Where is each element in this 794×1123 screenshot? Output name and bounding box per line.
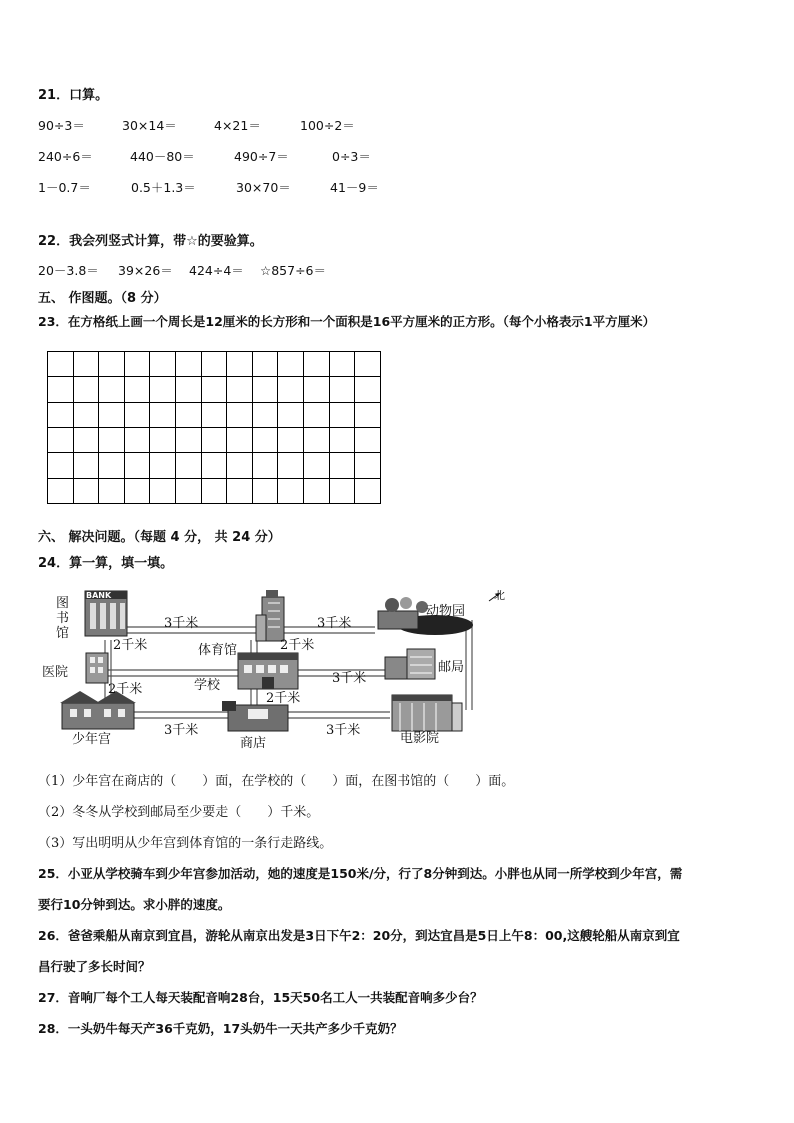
post-office-building-icon (385, 649, 435, 679)
q21-expr: 100÷2＝ (300, 118, 355, 133)
school-building-icon (238, 653, 298, 689)
q21-title: 21．口算。 (38, 88, 109, 103)
square-grid (47, 351, 381, 504)
q21-expr: 90÷3＝ (38, 118, 85, 133)
north-label: 北 (494, 589, 505, 602)
q22-item: 20－3.8＝ (38, 263, 99, 278)
cinema-building-icon (392, 695, 462, 731)
label-library-2: 书 (56, 611, 70, 626)
label-library-1: 图 (56, 596, 70, 611)
q24-sub-2: （2）冬冬从学校到邮局至少要走（ ）千米。 (38, 805, 320, 820)
bank-sign: BANK (86, 591, 112, 600)
distance-label: 2千米 (280, 638, 315, 653)
q21-expr: 0÷3＝ (332, 149, 371, 164)
q26-line-1: 26．爸爸乘船从南京到宜昌，游轮从南京出发是3日下午2：20分，到达宜昌是5日上午8：00,这艘轮船从南京到宜 (38, 928, 680, 943)
q21-expr: 4×21＝ (214, 118, 261, 133)
q22-title: 22．我会列竖式计算，带☆的要验算。 (38, 234, 263, 249)
q24-sub-3: （3）写出明明从少年宫到体育馆的一条行走路线。 (38, 836, 333, 851)
q23-text: 23．在方格纸上画一个周长是12厘米的长方形和一个面积是16平方厘米的正方形。（每个小格表示1平方厘米） (38, 314, 656, 329)
q25-line-2: 要行10分钟到达。求小胖的速度。 (38, 897, 231, 912)
distance-label: 3千米 (164, 723, 199, 738)
distance-label: 3千米 (164, 616, 199, 631)
section-6-heading: 六、 解决问题。（每题 4 分， 共 24 分） (38, 530, 281, 545)
distance-label: 2千米 (108, 682, 143, 697)
q26-line-2: 昌行驶了多长时间？ (38, 959, 151, 974)
q21-expr: 1－0.7＝ (38, 180, 91, 195)
distance-label: 2千米 (113, 638, 148, 653)
q21-expr: 490÷7＝ (234, 149, 289, 164)
map-figure (40, 585, 510, 753)
q21-expr: 30×70＝ (236, 180, 291, 195)
gym-building-icon (256, 590, 284, 641)
q22-item: 39×26＝ (118, 263, 173, 278)
label-hospital: 医院 (42, 665, 69, 680)
label-school: 学校 (194, 678, 221, 693)
distance-label: 3千米 (326, 723, 361, 738)
q24-title: 24．算一算，填一填。 (38, 556, 174, 571)
label-library-3: 馆 (56, 626, 70, 641)
label-youth-palace: 少年宫 (72, 732, 112, 747)
label-post-office: 邮局 (438, 660, 465, 675)
q25-line-1: 25．小亚从学校骑车到少年宫参加活动，她的速度是150米/分，行了8分钟到达。小胖也从同一所学校到少年宫，需 (38, 866, 683, 881)
q21-expr: 41－9＝ (330, 180, 379, 195)
q21-expr: 0.5＋1.3＝ (131, 180, 196, 195)
section-5-heading: 五、 作图题。（8 分） (38, 291, 167, 306)
label-cinema: 电影院 (400, 731, 440, 746)
q21-expr: 240÷6＝ (38, 149, 93, 164)
q27-text: 27．音响厂每个工人每天装配音响28台，15天50名工人一共装配音响多少台？ (38, 990, 483, 1005)
label-gym: 体育馆 (198, 643, 238, 658)
q22-item: ☆857÷6＝ (260, 263, 326, 278)
q28-text: 28．一头奶牛每天产36千克奶，17头奶牛一天共产多少千克奶？ (38, 1021, 403, 1036)
q21-expr: 30×14＝ (122, 118, 177, 133)
distance-label: 2千米 (266, 691, 301, 706)
q21-expr: 440－80＝ (130, 149, 195, 164)
distance-label: 3千米 (332, 671, 367, 686)
distance-label: 3千米 (317, 616, 352, 631)
label-zoo: 动物园 (426, 604, 466, 619)
label-shop: 商店 (240, 736, 267, 751)
hospital-building-icon (86, 653, 108, 683)
q24-sub-1: （1）少年宫在商店的（ ）面，在学校的（ ）面，在图书馆的（ ）面。 (38, 774, 515, 789)
q22-item: 424÷4＝ (189, 263, 244, 278)
